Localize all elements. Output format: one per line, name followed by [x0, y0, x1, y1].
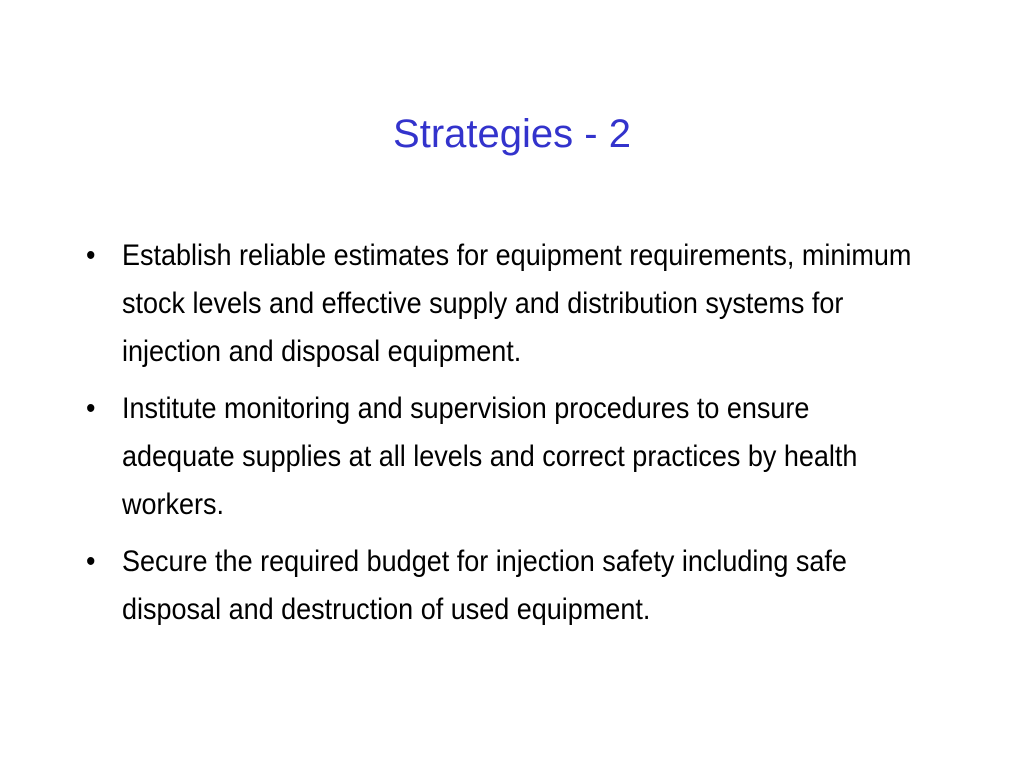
bullet-icon: • — [86, 392, 96, 425]
bullet-item — [86, 232, 914, 376]
bullet-text: Institute monitoring and supervision procedures to ensure adequate supplies at all levels and correct practices by health workers. — [122, 392, 858, 521]
slide-title: Strategies - 2 — [393, 112, 631, 156]
bullet-icon: • — [86, 239, 96, 272]
bullet-icon: • — [86, 545, 96, 578]
bullet-list — [86, 232, 956, 643]
bullet-item — [86, 385, 914, 529]
bullet-text: Establish reliable estimates for equipment requirements, minimum stock levels and effective supply and distribution systems for injection and disposal equipment. — [122, 239, 912, 368]
bullet-item — [86, 538, 914, 634]
bullet-text: Secure the required budget for injection safety including safe disposal and destruction of used equipment. — [122, 545, 847, 626]
